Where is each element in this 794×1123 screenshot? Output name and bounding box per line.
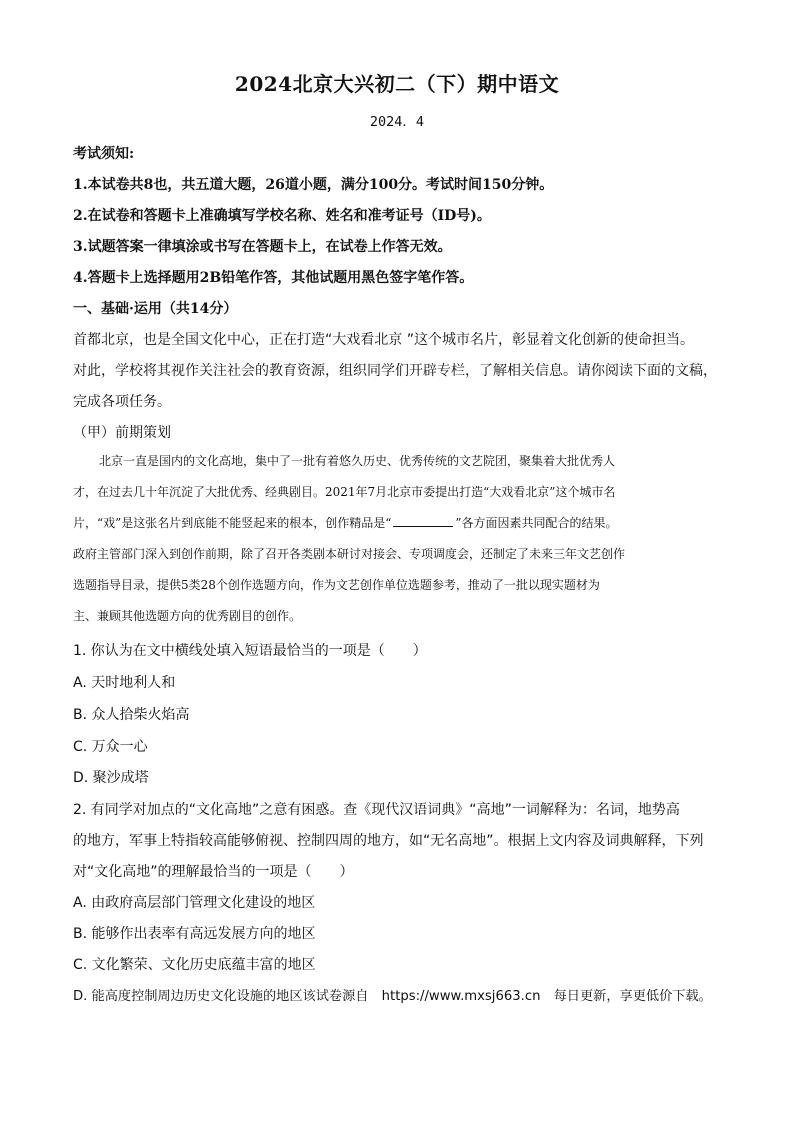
notice-item: 4.答题卡上选择题用2B铅笔作答，其他试题用黑色签字笔作答。: [73, 270, 474, 286]
passage-line: 选题指导目录，提供5类28个创作选题方向，作为文艺创作单位选题参考，推动了一批以现实题材为: [73, 578, 600, 592]
answer-option: C. 文化繁荣、文化历史底蕴丰富的地区: [73, 957, 316, 973]
notice-item: 3.试题答案一律填涂或书写在答题卡上，在试卷上作答无效。: [73, 239, 452, 255]
answer-option: B. 能够作出表率有高远发展方向的地区: [73, 926, 316, 942]
answer-option: D. 能高度控制周边历史文化设施的地区该试卷源自 https://www.mxsj663.cn 每日更新，享更低价下载。: [73, 989, 712, 1004]
question-stem: 2. 有同学对加点的“文化高地”之意有困惑。查《现代汉语词典》“高地”一词解释为：名词，地势高: [73, 802, 680, 818]
section-heading: 一、基础·运用（共14分）: [73, 301, 238, 317]
answer-option: C. 万众一心: [73, 739, 148, 755]
passage-line: 北京一直是国内的文化高地，集中了一批有着悠久历史、优秀传统的文艺院团，聚集着大批优秀人: [99, 454, 616, 468]
passage-line: 才，在过去几十年沉淀了大批优秀、经典剧目。2021年7月北京市委提出打造“大戏看北京”这个城市名: [73, 485, 616, 499]
question-stem: 对“文化高地”的理解最恰当的一项是（ ）: [73, 864, 354, 880]
passage-text: ”各方面因素共同配合的结果。: [455, 516, 618, 530]
intro-line: 首都北京，也是全国文化中心，正在打造“大戏看北京 ”这个城市名片，彰显着文化创新的使命担当。: [73, 332, 694, 348]
sub-heading: （甲）前期策划: [73, 425, 171, 441]
answer-option: D. 聚沙成塔: [73, 770, 149, 786]
passage-line: 政府主管部门深入到创作前期，除了召开各类剧本研讨对接会、专项调度会，还制定了未来三年文艺创作: [73, 547, 626, 561]
question-stem: 的地方，军事上特指较高能够俯视、控制四周的地方，如“无名高地”。根据上文内容及词典解释，下列: [73, 833, 704, 849]
question-stem: 1. 你认为在文中横线处填入短语最恰当的一项是（ ）: [73, 643, 427, 659]
notice-item: 1.本试卷共8也，共五道大题，26道小题，满分100分。考试时间150分钟。: [73, 177, 554, 193]
intro-line: 对此，学校将其视作关注社会的教育资源，组织同学们开辟专栏，了解相关信息。请你阅读下面的文稿，: [73, 363, 717, 379]
exam-date: 2024．4: [369, 114, 425, 130]
fill-in-blank: [393, 514, 453, 527]
notice-heading: 考试须知:: [73, 146, 135, 162]
answer-option: A. 天时地利人和: [73, 675, 176, 691]
passage-line-with-blank: [73, 514, 618, 531]
notice-item: 2.在试卷和答题卡上准确填写学校名称、姓名和准考证号（ID号)。: [73, 208, 491, 224]
passage-text: 片，“戏”是这张名片到底能不能竖起来的根本，创作精品是“: [73, 516, 392, 530]
page-title: 2024北京大兴初二（下）期中语文: [234, 72, 560, 96]
passage-line: 主、兼顾其他选题方向的优秀剧目的创作。: [73, 609, 302, 623]
intro-line: 完成各项任务。: [73, 394, 171, 410]
answer-option: A. 由政府高层部门管理文化建设的地区: [73, 895, 316, 911]
answer-option: B. 众人拾柴火焰高: [73, 707, 190, 723]
